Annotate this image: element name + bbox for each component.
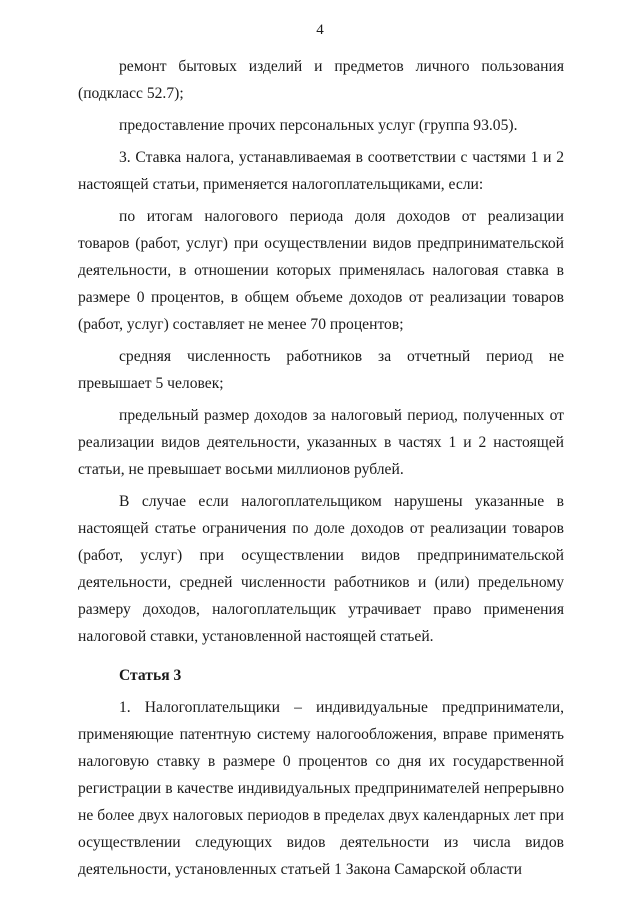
document-body xyxy=(78,53,564,888)
paragraph-tax-rate-conditions: 3. Ставка налога, устанавливаемая в соответствии с частями 1 и 2 настоящей статьи, применяется налогоплательщиками, если: xyxy=(78,149,564,193)
paragraph-household-repair: ремонт бытовых изделий и предметов личного пользования (подкласс 52.7); xyxy=(78,58,564,102)
paragraph-violation-consequence: В случае если налогоплательщиком нарушены указанные в настоящей статье ограничения по доле доходов от реализации товаров (работ, услуг) при осуществлении видов предпринимательской деятельности, средней численности работников и (или) предельному размеру доходов, налогоплательщик утрачивает право применения налоговой ставки, установленной настоящей статьей. xyxy=(78,493,564,645)
paragraph-personal-services: предоставление прочих персональных услуг (группа 93.05). xyxy=(119,117,518,134)
article-heading: Статья 3 xyxy=(119,667,182,684)
paragraph-employee-count: средняя численность работников за отчетный период не превышает 5 человек; xyxy=(78,348,564,392)
article-paragraph-1: 1. Налогоплательщики – индивидуальные предприниматели, применяющие патентную систему налогообложения, вправе применять налоговую ставку в размере 0 процентов со дня их государственной регистрации в качестве индивидуальных предпринимателей непрерывно не более двух налоговых периодов в пределах двух календарных лет при осуществлении следующих видов деятельности из числа видов деятельности, установленных статьей 1 Закона Самарской области xyxy=(78,699,564,878)
paragraph-income-share: по итогам налогового периода доля доходов от реализации товаров (работ, услуг) при осуществлении видов предпринимательской деятельности, в отношении которых применялась налоговая ставка в размере 0 процентов, в общем объеме доходов от реализации товаров (работ, услуг) составляет не менее 70 процентов; xyxy=(78,208,564,333)
paragraph-income-limit: предельный размер доходов за налоговый период, полученных от реализации видов деятельности, указанных в частях 1 и 2 настоящей статьи, не превышает восьми миллионов рублей. xyxy=(78,407,564,478)
page-number: 4 xyxy=(316,22,324,38)
